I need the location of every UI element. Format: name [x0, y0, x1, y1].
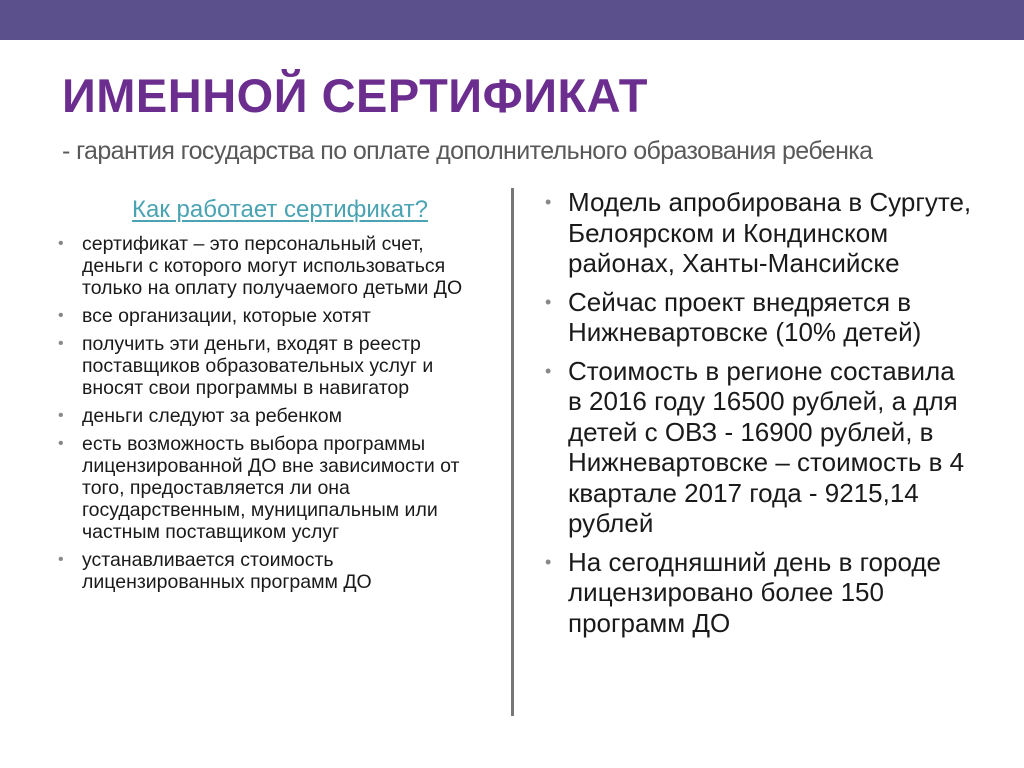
list-item [58, 305, 490, 327]
right-bullet-list [545, 187, 975, 638]
bullet-icon: • [545, 360, 552, 381]
list-item-text: есть возможность выбора программы лицензированной ДО вне зависимости от того, предоставляется ли она государственным, муниципальным или частным поставщиком услуг [82, 432, 460, 543]
list-item [545, 547, 975, 639]
list-item-text: устанавливается стоимость лицензированных программ ДО [82, 548, 372, 593]
bullet-icon: • [58, 306, 64, 324]
list-item-text: все организации, которые хотят [82, 304, 371, 327]
right-column [545, 187, 975, 646]
column-divider [511, 188, 514, 716]
bullet-icon: • [545, 551, 552, 572]
list-item [58, 433, 490, 543]
list-item [545, 187, 975, 279]
left-bullet-list [58, 233, 490, 593]
list-item [58, 333, 490, 399]
list-item [545, 287, 975, 348]
top-banner-bar [0, 0, 1024, 40]
list-item-text: Сейчас проект внедряется в Нижневартовске (10% детей) [568, 286, 922, 347]
bullet-icon: • [545, 192, 552, 212]
left-column [58, 196, 490, 599]
list-item [545, 356, 975, 539]
list-item [58, 549, 490, 593]
slide-title: ИМЕННОЙ СЕРТИФИКАТ [62, 69, 648, 122]
bullet-icon: • [545, 291, 552, 312]
list-item-text: Модель апробирована в Сургуте, Белоярском и Кондинском районах, Ханты-Мансийске [568, 187, 972, 278]
list-item-text: сертификат – это персональный счет, деньги с которого могут использоваться только на оплату получаемого детьми ДО [82, 232, 463, 299]
bullet-icon: • [58, 334, 64, 352]
list-item [58, 233, 490, 299]
bullet-icon: • [58, 434, 64, 452]
list-item-text: деньги следуют за ребенком [82, 404, 343, 427]
list-item-text: Стоимость в регионе составила в 2016 году 16500 рублей, а для детей с ОВЗ - 16900 рублей, в Нижневартовске – стоимость в 4 квартале 2017 года - 9215,14 рублей [568, 355, 965, 538]
slide-subtitle: - гарантия государства по оплате дополнительного образования ребенка [62, 137, 873, 165]
bullet-icon: • [58, 550, 64, 568]
bullet-icon: • [58, 406, 64, 424]
list-item-text: получить эти деньги, входят в реестр поставщиков образовательных услуг и вносят свои программы в навигатор [82, 332, 434, 399]
list-item-text: На сегодняшний день в городе лицензировано более 150 программ ДО [568, 546, 941, 638]
list-item [58, 405, 490, 427]
how-certificate-works-heading[interactable]: Как работает сертификат? [132, 196, 428, 223]
bullet-icon: • [58, 234, 64, 252]
